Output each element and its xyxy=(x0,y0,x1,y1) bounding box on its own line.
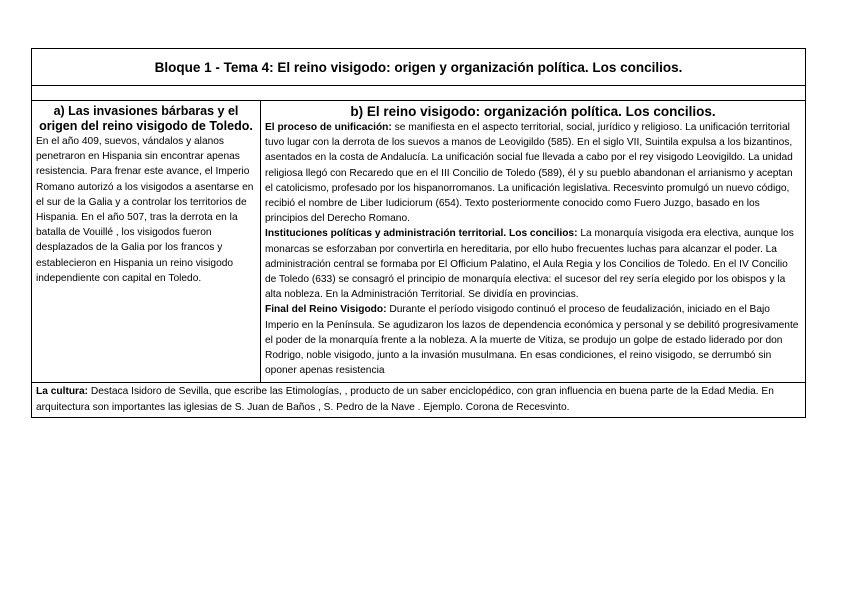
summary-table xyxy=(31,48,806,418)
section-lead: Instituciones políticas y administración territorial. Los concilios: xyxy=(265,228,578,240)
left-heading: a) Las invasiones bárbaras y el origen del reino visigodo de Toledo. xyxy=(39,104,253,133)
right-column xyxy=(261,101,805,382)
section-lead: El proceso de unificación: xyxy=(265,122,392,133)
culture-lead: La cultura: xyxy=(36,386,89,398)
document-title: Bloque 1 - Tema 4: El reino visigodo: origen y organización política. Los concilios. xyxy=(154,59,683,75)
culture-row xyxy=(32,383,805,416)
section-text: Durante el período visigodo continuó el proceso de feudalización, iniciado en el Bajo Imperio en la Península. Se agudizaron los lazos de dependencia económica y personal y se debilitó progresivamente el poder de la monarquía frente a la nobleza. A la muerte de Vitiza, se produjo un golpe de estado liderado por don Rodrigo, noble visigodo, junto a la invasión musulmana. En esas condiciones, el reino visigodo, se derrumbó sin oponer apenas resistencia xyxy=(265,304,799,377)
section-text: La monarquía visigoda era electiva, aunque los monarcas se esforzaban por convertirla en hereditaria, por ello hubo frecuentes luchas para alcanzar el poder. La administración central se formaba por El Officium Palatino, el Aula Regia y los Concilios de Toledo. En el IV Concilio de Toledo (633) se consagró el principio de monarquía electiva: el sucesor del rey sería elegido por los obispos y la alta nobleza. En la Administración Territorial. Se dividía en provincias. xyxy=(265,228,794,301)
section-text: se manifiesta en el aspecto territorial, social, jurídico y religioso. La unificación territorial tuvo lugar con la derrota de los suevos a manos de Leovigildo (585). En el siglo VII, Suintila expulsa a los bizantinos, asentados en la costa de Andalucía. La unificación social fue llevada a cabo por el rey visigodo Leovigildo. La unidad religiosa llegó con Recaredo que en el III Concilio de Toledo (589), él y su pueblo abandonan el arrianismo y aceptan el catolicismo, profesado por los hispanorromanos. La unificación legislativa. Recesvinto promulgó un nuevo código, recibió el nombre de Liber Iudiciorum (654). Texto posteriormente conocido como Fuero Juzgo, basado en los principios del Derecho Romano. xyxy=(265,122,793,225)
content-row xyxy=(32,101,805,383)
title-row xyxy=(32,49,805,86)
section-final xyxy=(265,302,801,378)
section-instituciones xyxy=(265,226,801,302)
left-column xyxy=(32,101,261,382)
section-unificacion xyxy=(265,120,801,226)
culture-text: Destaca Isidoro de Sevilla, que escribe las Etimologías, , producto de un saber enciclopédico, con gran influencia en buena parte de la Edad Media. En arquitectura son importantes las iglesias de S. Juan de Baños , S. Pedro de la Nave . Ejemplo. Corona de Recesvinto. xyxy=(36,386,774,413)
right-heading: b) El reino visigodo: organización política. Los concilios. xyxy=(350,104,716,119)
left-body: En el año 409, suevos, vándalos y alanos penetraron en Hispania sin encontrar apenas resistencia. Para frenar este avance, el Imperio Romano autorizó a los visigodos a asentarse en el sur de la Galia y a controlar los territorios de Hispania. En el año 507, tras la derrota en la batalla de Vouillé , los visigodos fueron desplazados de la Galia por los francos y establecieron en Hispania un reino visigodo independiente con capital en Toledo. xyxy=(36,136,254,284)
empty-row xyxy=(32,86,805,101)
section-lead: Final del Reino Visigodo: xyxy=(265,304,387,316)
